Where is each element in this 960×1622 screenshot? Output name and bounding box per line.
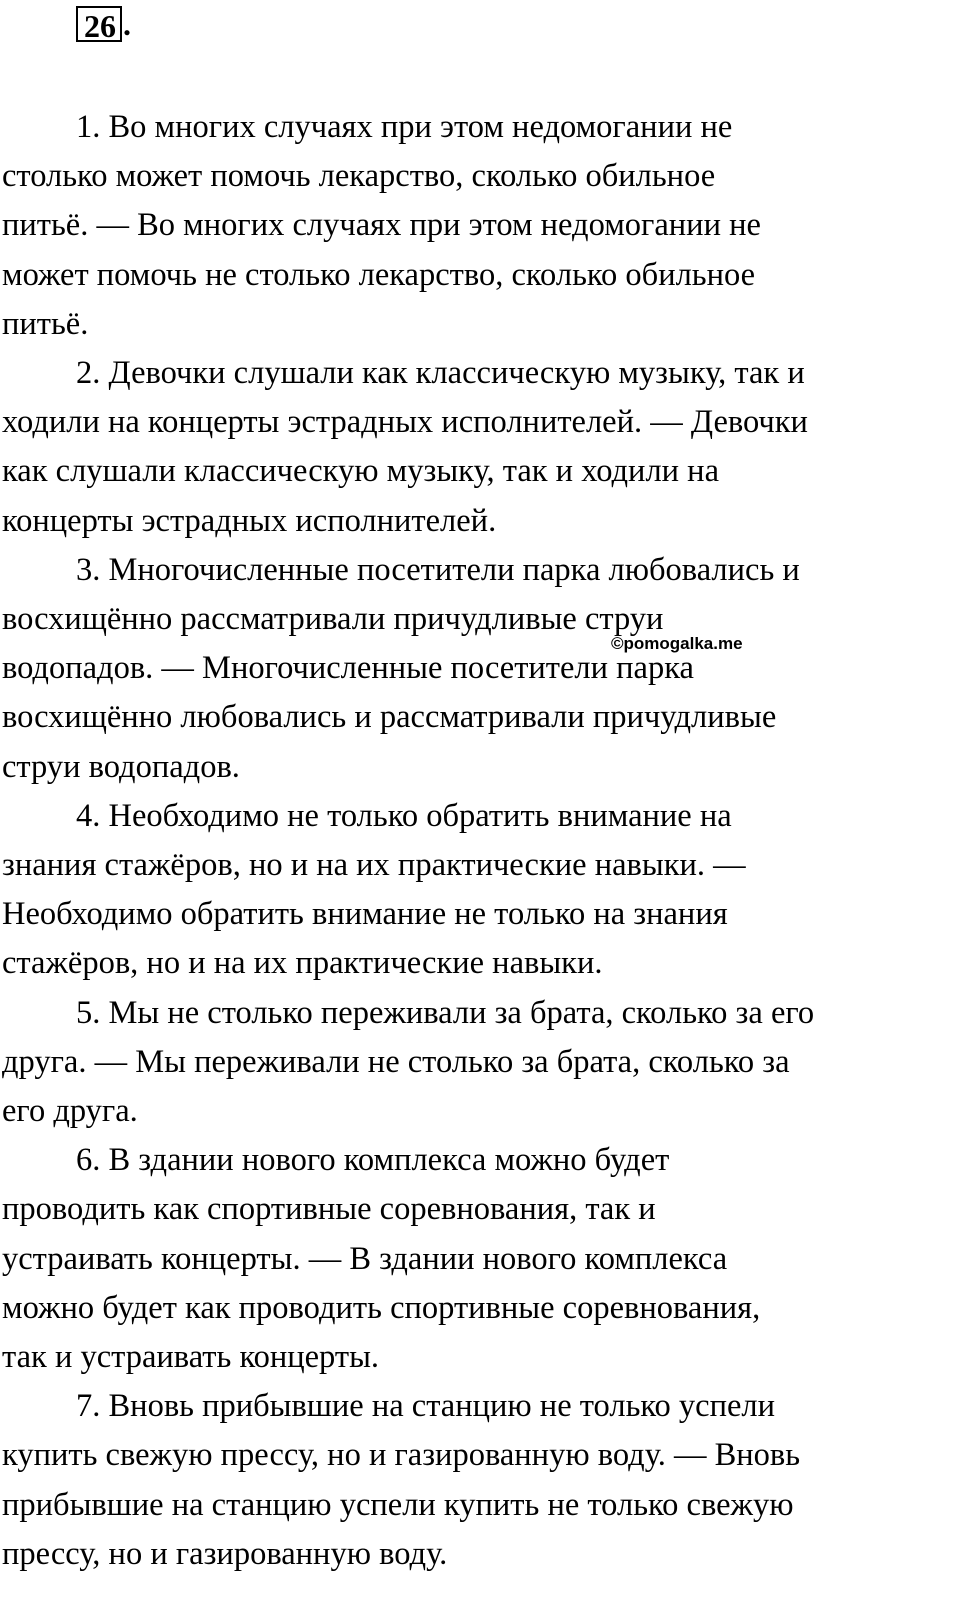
text-line: 2. Девочки слушали как классическую музыку, так и bbox=[76, 355, 805, 392]
text-line: 7. Вновь прибывшие на станцию не только успели bbox=[76, 1388, 776, 1425]
text-line: столько может помочь лекарство, сколько обильное bbox=[2, 158, 716, 195]
text-line: 5. Мы не столько переживали за брата, сколько за его bbox=[76, 994, 815, 1031]
answer-text bbox=[2, 103, 937, 1579]
watermark: ©pomogalka.me bbox=[611, 634, 743, 653]
text-line: 3. Многочисленные посетители парка любовались и bbox=[76, 551, 800, 588]
text-line: питьё. — Во многих случаях при этом недомогании не bbox=[2, 207, 761, 244]
task-number-box: 26 bbox=[76, 6, 122, 42]
text-line: устраивать концерты. — В здании нового комплекса bbox=[2, 1240, 728, 1277]
answer-item-3 bbox=[2, 546, 937, 792]
text-line: знания стажёров, но и на их практические навыки. — bbox=[2, 847, 746, 884]
task-number bbox=[76, 2, 131, 42]
text-line: водопадов. — Многочисленные посетители парка bbox=[2, 650, 694, 687]
text-line: как слушали классическую музыку, так и ходили на bbox=[2, 453, 719, 490]
answer-item-5 bbox=[2, 989, 937, 1137]
answer-item-6 bbox=[2, 1136, 937, 1382]
text-line: 4. Необходимо не только обратить внимание на bbox=[76, 797, 732, 834]
text-line: восхищённо любовались и рассматривали причудливые bbox=[2, 699, 777, 736]
text-line: 6. В здании нового комплекса можно будет bbox=[76, 1142, 670, 1179]
answer-item-4 bbox=[2, 792, 937, 989]
text-line: ходили на концерты эстрадных исполнителей. — Девочки bbox=[2, 404, 808, 441]
text-line: 1. Во многих случаях при этом недомогании не bbox=[76, 109, 733, 145]
task-number-dot: . bbox=[123, 6, 131, 42]
answer-item-7 bbox=[2, 1382, 937, 1579]
answer-item-2 bbox=[2, 349, 937, 546]
text-line: прессу, но и газированную воду. bbox=[2, 1535, 448, 1572]
text-line: прибывшие на станцию успели купить не только свежую bbox=[2, 1486, 794, 1523]
text-line: струи водопадов. bbox=[2, 748, 240, 785]
text-line: может помочь не столько лекарство, сколько обильное bbox=[2, 256, 756, 293]
text-line: восхищённо рассматривали причудливые струи bbox=[2, 601, 664, 638]
text-line: друга. — Мы переживали не столько за брата, сколько за bbox=[2, 1043, 790, 1080]
text-line: можно будет как проводить спортивные соревнования, bbox=[2, 1289, 761, 1326]
text-line: Необходимо обратить внимание не только на знания bbox=[2, 896, 728, 933]
text-line: его друга. bbox=[2, 1093, 138, 1130]
text-line: питьё. bbox=[2, 305, 89, 342]
text-line: стажёров, но и на их практические навыки. bbox=[2, 945, 603, 982]
text-line: так и устраивать концерты. bbox=[2, 1339, 380, 1376]
text-line: концерты эстрадных исполнителей. bbox=[2, 502, 497, 539]
text-line: проводить как спортивные соревнования, так и bbox=[2, 1191, 656, 1228]
answer-item-1 bbox=[2, 103, 937, 349]
text-line: купить свежую прессу, но и газированную воду. — Вновь bbox=[2, 1437, 801, 1474]
